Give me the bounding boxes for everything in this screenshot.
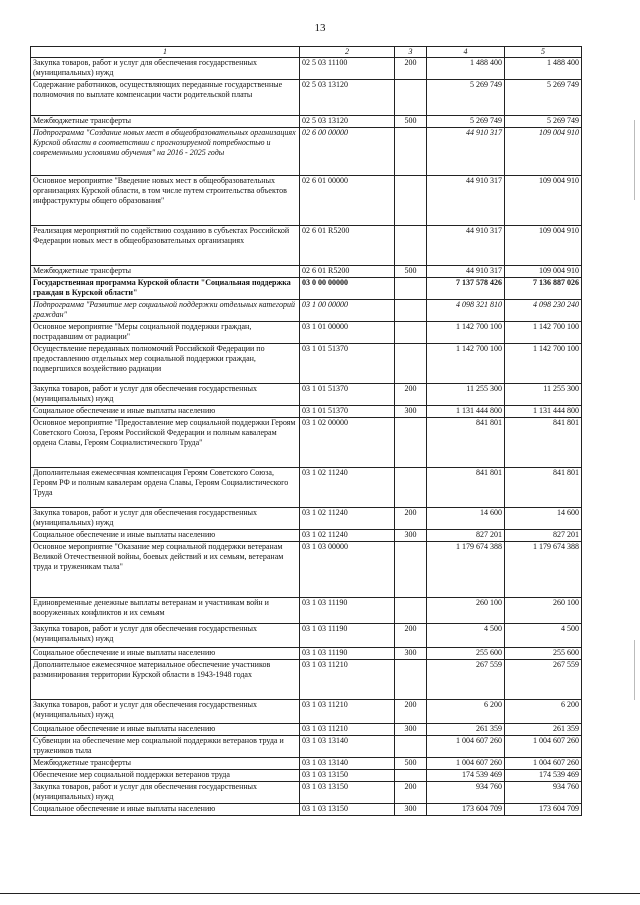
- row-type-cell: [395, 598, 427, 624]
- row-amount-1-cell: 841 801: [427, 418, 505, 468]
- row-type-cell: [395, 226, 427, 266]
- table-row: [31, 80, 582, 116]
- row-code-cell: 02 6 01 00000: [300, 176, 395, 226]
- row-amount-1-cell: 1 179 674 388: [427, 542, 505, 598]
- row-code-cell: 03 1 02 11240: [300, 468, 395, 508]
- row-code-cell: 02 6 01 R5200: [300, 226, 395, 266]
- row-code-cell: 03 1 03 11190: [300, 598, 395, 624]
- table-row: [31, 624, 582, 648]
- page-number: 13: [314, 22, 326, 34]
- row-amount-1-cell: 14 600: [427, 508, 505, 530]
- row-amount-1-cell: 1 004 607 260: [427, 758, 505, 770]
- row-code-cell: 03 1 03 13150: [300, 804, 395, 816]
- table-row: [31, 266, 582, 278]
- row-name-cell: Подпрограмма "Развитие мер социальной поддержки отдельных категорий граждан": [31, 300, 300, 322]
- table-row: [31, 344, 582, 384]
- row-type-cell: 200: [395, 58, 427, 80]
- row-code-cell: 03 1 00 00000: [300, 300, 395, 322]
- row-code-cell: 03 1 02 11240: [300, 530, 395, 542]
- row-code-cell: 03 1 03 11190: [300, 648, 395, 660]
- row-amount-2-cell: 841 801: [505, 418, 582, 468]
- table-row: [31, 278, 582, 300]
- row-name-cell: Единовременные денежные выплаты ветеранам и участникам войн и вооруженных конфликтов и их семьям: [31, 598, 300, 624]
- row-type-cell: [395, 80, 427, 116]
- row-amount-1-cell: 1 488 400: [427, 58, 505, 80]
- column-header-5: 5: [505, 47, 582, 58]
- row-amount-2-cell: 827 201: [505, 530, 582, 542]
- row-type-cell: 200: [395, 700, 427, 724]
- row-amount-1-cell: 44 910 317: [427, 266, 505, 278]
- table-row: [31, 300, 582, 322]
- row-code-cell: 03 1 03 11210: [300, 724, 395, 736]
- row-type-cell: [395, 542, 427, 598]
- table-body: [31, 58, 582, 816]
- row-name-cell: Закупка товаров, работ и услуг для обеспечения государственных (муниципальных) нужд: [31, 384, 300, 406]
- row-name-cell: Основное мероприятие "Оказание мер социальной поддержки ветеранам Великой Отечественной войны, боевых действий и их семьям, ветеранам труда и труженикам тыла": [31, 542, 300, 598]
- table-row: [31, 736, 582, 758]
- column-header-3: 3: [395, 47, 427, 58]
- row-amount-2-cell: 1 179 674 388: [505, 542, 582, 598]
- row-amount-2-cell: 4 500: [505, 624, 582, 648]
- row-name-cell: Дополнительная ежемесячная компенсация Героям Советского Союза, Героям РФ и полным кавалерам ордена Славы, Героям Социалистического Труда: [31, 468, 300, 508]
- row-name-cell: Субвенции на обеспечение мер социальной поддержки ветеранов труда и тружеников тыла: [31, 736, 300, 758]
- row-amount-1-cell: 6 200: [427, 700, 505, 724]
- row-amount-1-cell: 1 142 700 100: [427, 344, 505, 384]
- row-type-cell: 300: [395, 406, 427, 418]
- row-type-cell: 300: [395, 530, 427, 542]
- row-type-cell: [395, 770, 427, 782]
- row-type-cell: 300: [395, 648, 427, 660]
- row-amount-1-cell: 173 604 709: [427, 804, 505, 816]
- row-name-cell: Закупка товаров, работ и услуг для обеспечения государственных (муниципальных) нужд: [31, 782, 300, 804]
- table-row: [31, 758, 582, 770]
- row-name-cell: Социальное обеспечение и иные выплаты населению: [31, 804, 300, 816]
- row-type-cell: [395, 418, 427, 468]
- row-amount-2-cell: 109 004 910: [505, 176, 582, 226]
- row-amount-2-cell: 5 269 749: [505, 80, 582, 116]
- table-row: [31, 660, 582, 700]
- row-amount-1-cell: 11 255 300: [427, 384, 505, 406]
- row-type-cell: [395, 300, 427, 322]
- row-amount-1-cell: 261 359: [427, 724, 505, 736]
- column-header-4: 4: [427, 47, 505, 58]
- table-row: [31, 58, 582, 80]
- row-amount-2-cell: 14 600: [505, 508, 582, 530]
- row-code-cell: 03 1 03 11210: [300, 660, 395, 700]
- table-row: [31, 116, 582, 128]
- row-type-cell: 200: [395, 508, 427, 530]
- row-code-cell: 02 6 00 00000: [300, 128, 395, 176]
- row-code-cell: 02 5 03 11100: [300, 58, 395, 80]
- table-row: [31, 700, 582, 724]
- column-header-1: 1: [31, 47, 300, 58]
- row-code-cell: 03 1 01 00000: [300, 322, 395, 344]
- row-amount-2-cell: 7 136 887 026: [505, 278, 582, 300]
- row-name-cell: Государственная программа Курской области "Социальная поддержка граждан в Курской области": [31, 278, 300, 300]
- table-row: [31, 418, 582, 468]
- row-type-cell: [395, 322, 427, 344]
- margin-mark: [634, 640, 635, 700]
- row-name-cell: Социальное обеспечение и иные выплаты населению: [31, 724, 300, 736]
- row-amount-2-cell: 109 004 910: [505, 128, 582, 176]
- row-amount-2-cell: 109 004 910: [505, 226, 582, 266]
- table-row: [31, 226, 582, 266]
- row-amount-2-cell: 11 255 300: [505, 384, 582, 406]
- row-amount-2-cell: 4 098 230 240: [505, 300, 582, 322]
- table-row: [31, 468, 582, 508]
- row-name-cell: Закупка товаров, работ и услуг для обеспечения государственных (муниципальных) нужд: [31, 58, 300, 80]
- row-amount-2-cell: 261 359: [505, 724, 582, 736]
- row-type-cell: [395, 176, 427, 226]
- row-type-cell: [395, 128, 427, 176]
- row-type-cell: 200: [395, 782, 427, 804]
- row-amount-1-cell: 44 910 317: [427, 226, 505, 266]
- row-amount-1-cell: 1 004 607 260: [427, 736, 505, 758]
- row-name-cell: Социальное обеспечение и иные выплаты населению: [31, 406, 300, 418]
- table-row: [31, 782, 582, 804]
- row-type-cell: 500: [395, 116, 427, 128]
- row-amount-1-cell: 4 500: [427, 624, 505, 648]
- row-name-cell: Межбюджетные трансферты: [31, 266, 300, 278]
- row-code-cell: 03 1 03 13150: [300, 770, 395, 782]
- row-amount-1-cell: 7 137 578 426: [427, 278, 505, 300]
- table-row: [31, 128, 582, 176]
- table-row: [31, 406, 582, 418]
- row-code-cell: 03 1 02 00000: [300, 418, 395, 468]
- row-amount-1-cell: 260 100: [427, 598, 505, 624]
- row-name-cell: Осуществление переданных полномочий Российской Федерации по предоставлению отдельных мер социальной поддержки граждан, подвергшихся воздействию радиации: [31, 344, 300, 384]
- row-type-cell: 500: [395, 266, 427, 278]
- bottom-rule: [0, 893, 640, 894]
- row-code-cell: 03 1 03 11190: [300, 624, 395, 648]
- row-type-cell: [395, 736, 427, 758]
- row-amount-1-cell: 1 142 700 100: [427, 322, 505, 344]
- row-amount-2-cell: 1 142 700 100: [505, 344, 582, 384]
- row-type-cell: [395, 344, 427, 384]
- row-amount-1-cell: 827 201: [427, 530, 505, 542]
- row-amount-2-cell: 841 801: [505, 468, 582, 508]
- budget-table: [30, 46, 582, 816]
- row-type-cell: [395, 468, 427, 508]
- table-row: [31, 648, 582, 660]
- table-row: [31, 176, 582, 226]
- row-amount-1-cell: 44 910 317: [427, 128, 505, 176]
- row-name-cell: Основное мероприятие "Введение новых мест в общеобразовательных организациях Курской области, в том числе путем строительства объектов инфраструктуры общего образования": [31, 176, 300, 226]
- row-amount-2-cell: 1 131 444 800: [505, 406, 582, 418]
- column-header-2: 2: [300, 47, 395, 58]
- row-amount-2-cell: 934 760: [505, 782, 582, 804]
- table-row: [31, 804, 582, 816]
- table-row: [31, 530, 582, 542]
- row-amount-1-cell: 255 600: [427, 648, 505, 660]
- row-name-cell: Обеспечение мер социальной поддержки ветеранов труда: [31, 770, 300, 782]
- row-amount-1-cell: 1 131 444 800: [427, 406, 505, 418]
- row-type-cell: 500: [395, 758, 427, 770]
- row-name-cell: Реализация мероприятий по содействию созданию в субъектах Российской Федерации новых мест в общеобразовательных организациях: [31, 226, 300, 266]
- table-row: [31, 724, 582, 736]
- row-amount-2-cell: 1 004 607 260: [505, 736, 582, 758]
- table-row: [31, 542, 582, 598]
- row-code-cell: 03 1 03 13150: [300, 782, 395, 804]
- row-code-cell: 02 5 03 13120: [300, 116, 395, 128]
- row-code-cell: 03 1 03 11210: [300, 700, 395, 724]
- row-name-cell: Социальное обеспечение и иные выплаты населению: [31, 648, 300, 660]
- row-code-cell: 03 1 01 51370: [300, 344, 395, 384]
- row-amount-2-cell: 109 004 910: [505, 266, 582, 278]
- row-amount-2-cell: 1 488 400: [505, 58, 582, 80]
- row-code-cell: 02 5 03 13120: [300, 80, 395, 116]
- row-amount-1-cell: 934 760: [427, 782, 505, 804]
- row-code-cell: 03 1 02 11240: [300, 508, 395, 530]
- table-header-row: [31, 47, 582, 58]
- row-amount-2-cell: 1 004 607 260: [505, 758, 582, 770]
- table-row: [31, 508, 582, 530]
- row-name-cell: Закупка товаров, работ и услуг для обеспечения государственных (муниципальных) нужд: [31, 700, 300, 724]
- row-amount-1-cell: 174 539 469: [427, 770, 505, 782]
- row-amount-2-cell: 1 142 700 100: [505, 322, 582, 344]
- row-amount-2-cell: 5 269 749: [505, 116, 582, 128]
- row-name-cell: Подпрограмма "Создание новых мест в общеобразовательных организациях Курской области в соответствии с прогнозируемой потребностью и современными условиями обучения" на 2016 - 2025 годы: [31, 128, 300, 176]
- row-amount-2-cell: 260 100: [505, 598, 582, 624]
- row-code-cell: 03 1 01 51370: [300, 384, 395, 406]
- row-type-cell: 300: [395, 804, 427, 816]
- row-code-cell: 03 1 03 13140: [300, 736, 395, 758]
- row-code-cell: 03 1 03 13140: [300, 758, 395, 770]
- margin-mark: [634, 120, 635, 200]
- row-amount-2-cell: 255 600: [505, 648, 582, 660]
- row-amount-2-cell: 174 539 469: [505, 770, 582, 782]
- row-name-cell: Межбюджетные трансферты: [31, 758, 300, 770]
- table-row: [31, 598, 582, 624]
- row-code-cell: 03 1 01 51370: [300, 406, 395, 418]
- row-name-cell: Социальное обеспечение и иные выплаты населению: [31, 530, 300, 542]
- row-code-cell: 02 6 01 R5200: [300, 266, 395, 278]
- row-amount-1-cell: 267 559: [427, 660, 505, 700]
- row-amount-2-cell: 173 604 709: [505, 804, 582, 816]
- table-row: [31, 322, 582, 344]
- row-name-cell: Межбюджетные трансферты: [31, 116, 300, 128]
- row-name-cell: Содержание работников, осуществляющих переданные государственные полномочия по выплате компенсации части родительской платы: [31, 80, 300, 116]
- row-type-cell: [395, 660, 427, 700]
- row-name-cell: Основное мероприятие "Меры социальной поддержки граждан, пострадавшим от радиации": [31, 322, 300, 344]
- row-type-cell: 200: [395, 624, 427, 648]
- row-amount-2-cell: 267 559: [505, 660, 582, 700]
- row-amount-1-cell: 5 269 749: [427, 80, 505, 116]
- row-name-cell: Закупка товаров, работ и услуг для обеспечения государственных (муниципальных) нужд: [31, 624, 300, 648]
- row-amount-1-cell: 5 269 749: [427, 116, 505, 128]
- row-type-cell: [395, 278, 427, 300]
- row-name-cell: Закупка товаров, работ и услуг для обеспечения государственных (муниципальных) нужд: [31, 508, 300, 530]
- row-amount-2-cell: 6 200: [505, 700, 582, 724]
- row-amount-1-cell: 841 801: [427, 468, 505, 508]
- row-amount-1-cell: 44 910 317: [427, 176, 505, 226]
- row-code-cell: 03 0 00 00000: [300, 278, 395, 300]
- row-code-cell: 03 1 03 00000: [300, 542, 395, 598]
- row-type-cell: 300: [395, 724, 427, 736]
- table-row: [31, 384, 582, 406]
- row-name-cell: Основное мероприятие "Предоставление мер социальной поддержки Героям Советского Союза, Героям Российской Федерации и полным кавалерам ордена Славы, Героям Социалистического Труда": [31, 418, 300, 468]
- row-type-cell: 200: [395, 384, 427, 406]
- row-amount-1-cell: 4 098 321 810: [427, 300, 505, 322]
- row-name-cell: Дополнительное ежемесячное материальное обеспечение участников разминирования территории Курской области в 1943-1948 годах: [31, 660, 300, 700]
- table-row: [31, 770, 582, 782]
